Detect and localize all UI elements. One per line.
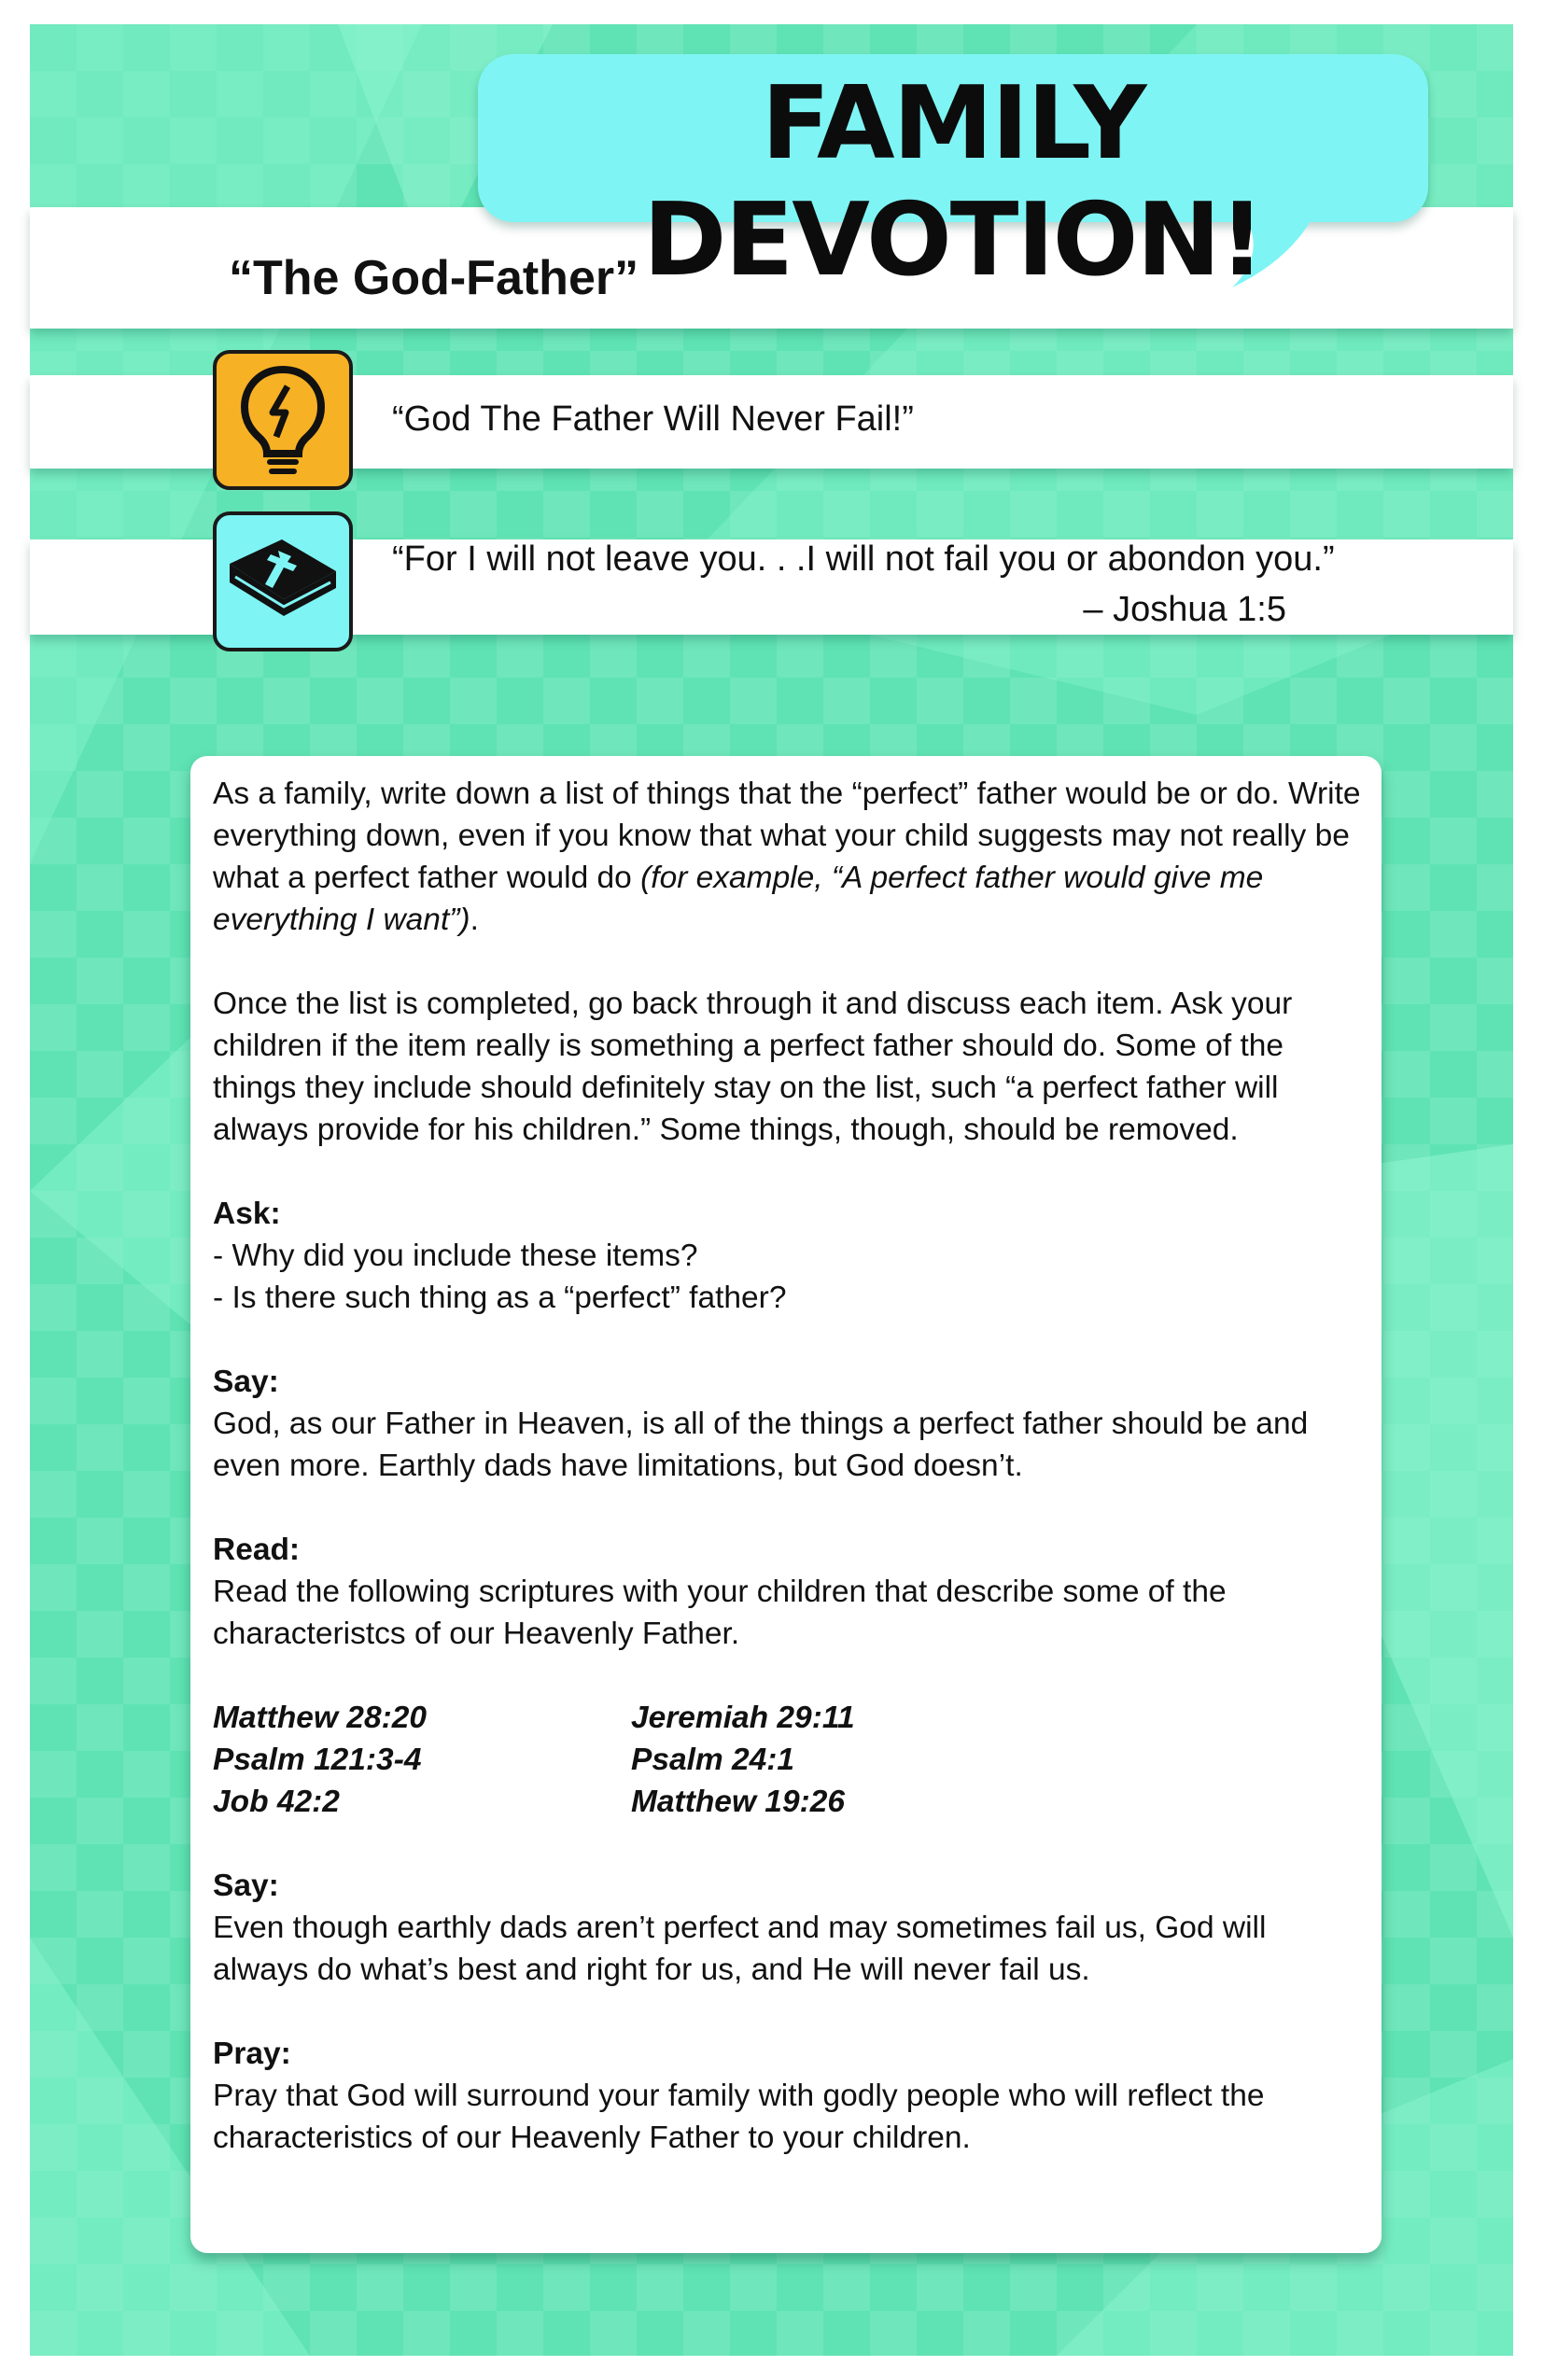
ask-item: - Is there such thing as a “perfect” father? (213, 1281, 787, 1315)
intro-paragraph-1 (213, 773, 1370, 941)
ask-item: - Why did you include these items? (213, 1239, 698, 1273)
theme-icon-box (213, 350, 353, 490)
say-text-1: God, as our Father in Heaven, is all of the things a perfect father should be and even more. Earthly dads have limitations, but God doesn’t. (213, 1407, 1309, 1483)
scripture-reference: Psalm 121:3-4 (213, 1743, 422, 1777)
read-heading: Read: (213, 1533, 301, 1567)
intro-example: (for example, “A perfect father would give me everything I want”) (213, 861, 1264, 937)
scripture-reference: Jeremiah 29:11 (631, 1701, 855, 1735)
say-heading-2: Say: (213, 1869, 279, 1903)
pray-heading: Pray: (213, 2037, 291, 2071)
page-subtitle: “The God-Father” (229, 251, 639, 305)
theme-statement: “God The Father Will Never Fail!” (392, 399, 914, 439)
key-verse-reference: – Joshua 1:5 (1083, 590, 1286, 629)
say-heading-1: Say: (213, 1365, 279, 1399)
verse-icon-box (213, 511, 353, 651)
devotion-content (213, 773, 1370, 2201)
ask-heading: Ask: (213, 1197, 281, 1231)
masthead-title: FAMILY DEVOTION! (642, 65, 1264, 299)
intro-text: As a family, write down a list of things that the “perfect” father would be or do. Write everything down, even if you know that what your child suggests may not really be what a perfect father would do (213, 777, 1361, 895)
scripture-reference: Matthew 28:20 (213, 1701, 427, 1735)
intro-paragraph-2: Once the list is completed, go back through it and discuss each item. Ask your children if the item really is something a perfect father should do. Some of the things they include should definitely stay on the list, such “a perfect father will always provide for his children.” Some things, though, should be removed. (213, 987, 1293, 1147)
bible-icon (224, 530, 342, 633)
pray-text: Pray that God will surround your family with godly people who will reflect the characteristics of our Heavenly Father to your children. (213, 2079, 1265, 2155)
key-verse-text: “For I will not leave you. . .I will not fail you or abondon you.” (392, 539, 1335, 579)
intro-period: . (470, 903, 479, 937)
scripture-reference: Psalm 24:1 (631, 1743, 795, 1777)
lightbulb-icon (231, 362, 334, 478)
read-text: Read the following scriptures with your children that describe some of the characteristcs of our Heavenly Father. (213, 1575, 1227, 1651)
scripture-list (213, 1697, 1370, 1823)
scripture-reference: Job 42:2 (213, 1785, 340, 1819)
say-text-2: Even though earthly dads aren’t perfect and may sometimes fail us, God will always do what’s best and right for us, and He will never fail us. (213, 1911, 1267, 1987)
scripture-reference: Matthew 19:26 (631, 1785, 845, 1819)
